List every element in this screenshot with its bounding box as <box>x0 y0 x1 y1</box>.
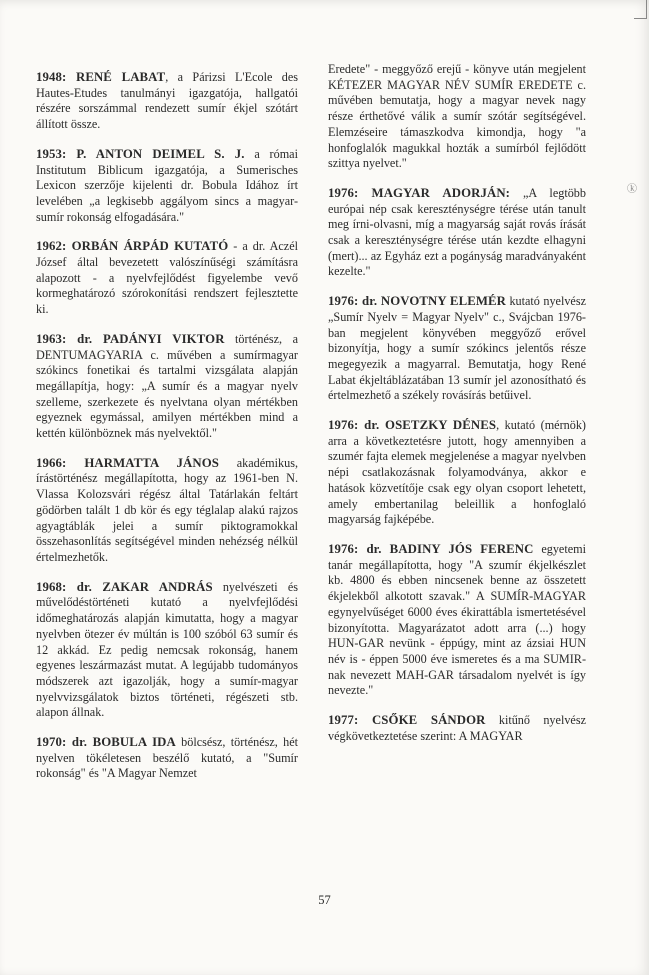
right-column <box>328 62 586 758</box>
entry-1948-labat: 1948: RENÉ LABAT, a Párizsi L'Ecole des Hautes-Etudes tanulmányi igazgatója, hallgatói részére sorszámmal rendezett sumír ékjel szótárt állított össze. <box>36 70 298 132</box>
entry-1970-bobula: 1970: dr. BOBULA IDA bölcsész, történész, hét nyelven tökéletesen beszélő kutató, a "Sumír rokonság" és "A Magyar Nemzet <box>36 735 299 781</box>
margin-mark: ⓚ <box>627 184 637 195</box>
entry-1970-bobula-continuation: Eredete" - meggyőző erejű - könyve után megjelent KÉTEZER MAGYAR NÉV SUMÍR EREDETE c. művében bemutatja, hogy a magyar nevek nagy része érthetővé válik a sumír szótár segítségével. Elemzéseire támaszkodva kimondja, hogy "a honfoglalók magukkal hozták a sumírból fejlődött szittya nyelvet." <box>328 62 586 171</box>
scan-corner-mark <box>634 0 647 19</box>
entry-1966-harmatta: 1966: HARMATTA JÁNOS akadémikus, írástörténész megállapította, hogy az 1961-ben N. Vlassa Kolozsvári régész által Tatárlakán feltárt gödörben talált 1 db kör és egy téglalap alakú rajzos agyagtáblák jelei a sumír piktogramokkal összehasonlítás segítségével minden nehézség nélkül értelmezhetők. <box>36 455 298 564</box>
entry-1976-badiny: 1976: dr. BADINY JÓS FERENC egyetemi tanár megállapította, hogy "A szumír ékjelkészlet kb. 4800 és ebben nincsenek benne az összetett ékjelekből alkotott szavak." A SUMÍR-MAGYAR egynyelvűséget 6000 éves ékirattábla ismertetésével bizonyította. Magyarázatot adott arra (...) hogy HUN-GAR nevünk - éppúgy, mint az ázsiai HUN név is - éppen 5000 éve ismeretes és a ma SUMIR-nak nevezett MAH-GAR társadalom nyelvét is így nevezte." <box>328 541 587 698</box>
entry-1968-zakar: 1968: dr. ZAKAR ANDRÁS nyelvészeti és művelődéstörténeti kutató a nyelvfejlődési időmeghatározás alapján kimutatta, hogy a magyar nyelvben ötezer év múltán is 100 szóból 63 sumír és 12 akkád. Ez pedig nemcsak rokonság, hanem egyenes leszármazást mutat. A legújabb tudományos módszerek azt igazolják, hogy a sumír-magyar nyelvvizsgálatok biztos történeti, régészeti stb. alapon állnak. <box>36 579 298 720</box>
entry-1976-novotny: 1976: dr. NOVOTNY ELEMÉR kutató nyelvész „Sumír Nyelv = Magyar Nyelv" c., Svájcban 1976-ban megjelent könyvében meggyőző erővel bizonyítja, hogy a sumír szókincs jelentős része megegyezik a magyarral. Bemutatja, hogy René Labat ékjeltáblázatában 13 sumír jel azonosítható és értelmezhető a székely rovásírás betűivel. <box>328 294 586 403</box>
entry-1976-osetzky: 1976: dr. OSETZKY DÉNES, kutató (mérnök) arra a következtetésre jutott, hogy amennyiben a szumér fajta elemek megjelenése a magyar nyelvben népi csatlakozásnak folyamodványa, akkor e hatások közvetítője csak egy olyan csoport lehetett, amely embertanilag beleillik a honfoglaló magyarság fajképébe. <box>328 418 586 527</box>
entry-1962-orban: 1962: ORBÁN ÁRPÁD KUTATÓ - a dr. Aczél József által bevezetett valószínűségi számításra alapozott - a nyelvfejlődést figyelembe vevő kormeghatározó szórokonítási rendszert fejlesztette ki. <box>36 239 298 317</box>
entry-1976-magyar: 1976: MAGYAR ADORJÁN: „A legtöbb európai nép csak kereszténységre térése után tanult meg írni-olvasni, míg a magyarság saját rovás írását csak a kereszténységre térése után kezdte elhagyni (mert)... az Egyház ezt a pogányság maradványaként kezelte." <box>328 185 586 279</box>
entry-1953-deimel: 1953: P. ANTON DEIMEL S. J. a római Institutum Biblicum igazgatója, a Sumerisches Lexicon szerzője kijelenti dr. Bobula Idához írt levelében „a legkisebb aggályom sincs a magyar-sumír rokonság elfogadására." <box>36 146 298 224</box>
entry-1963-padanyi: 1963: dr. PADÁNYI VIKTOR történész, a DENTUMAGYARIA c. művében a sumírmagyar szókincs fonetikai és tartalmi vizsgálata alapján megállapítja, hogy: „A sumír és a magyar nyelv szelleme, szerkezete és nyelvtana olyan mértékben egyeznek egymással, amilyen mértékben mind a kettén különböznek más nyelvektől." <box>36 331 298 441</box>
left-column <box>36 70 298 796</box>
page-number: 57 <box>318 893 331 907</box>
entry-1977-csoke: 1977: CSŐKE SÁNDOR kitűnő nyelvész végkövetkeztetése szerint: A MAGYAR <box>328 713 586 743</box>
